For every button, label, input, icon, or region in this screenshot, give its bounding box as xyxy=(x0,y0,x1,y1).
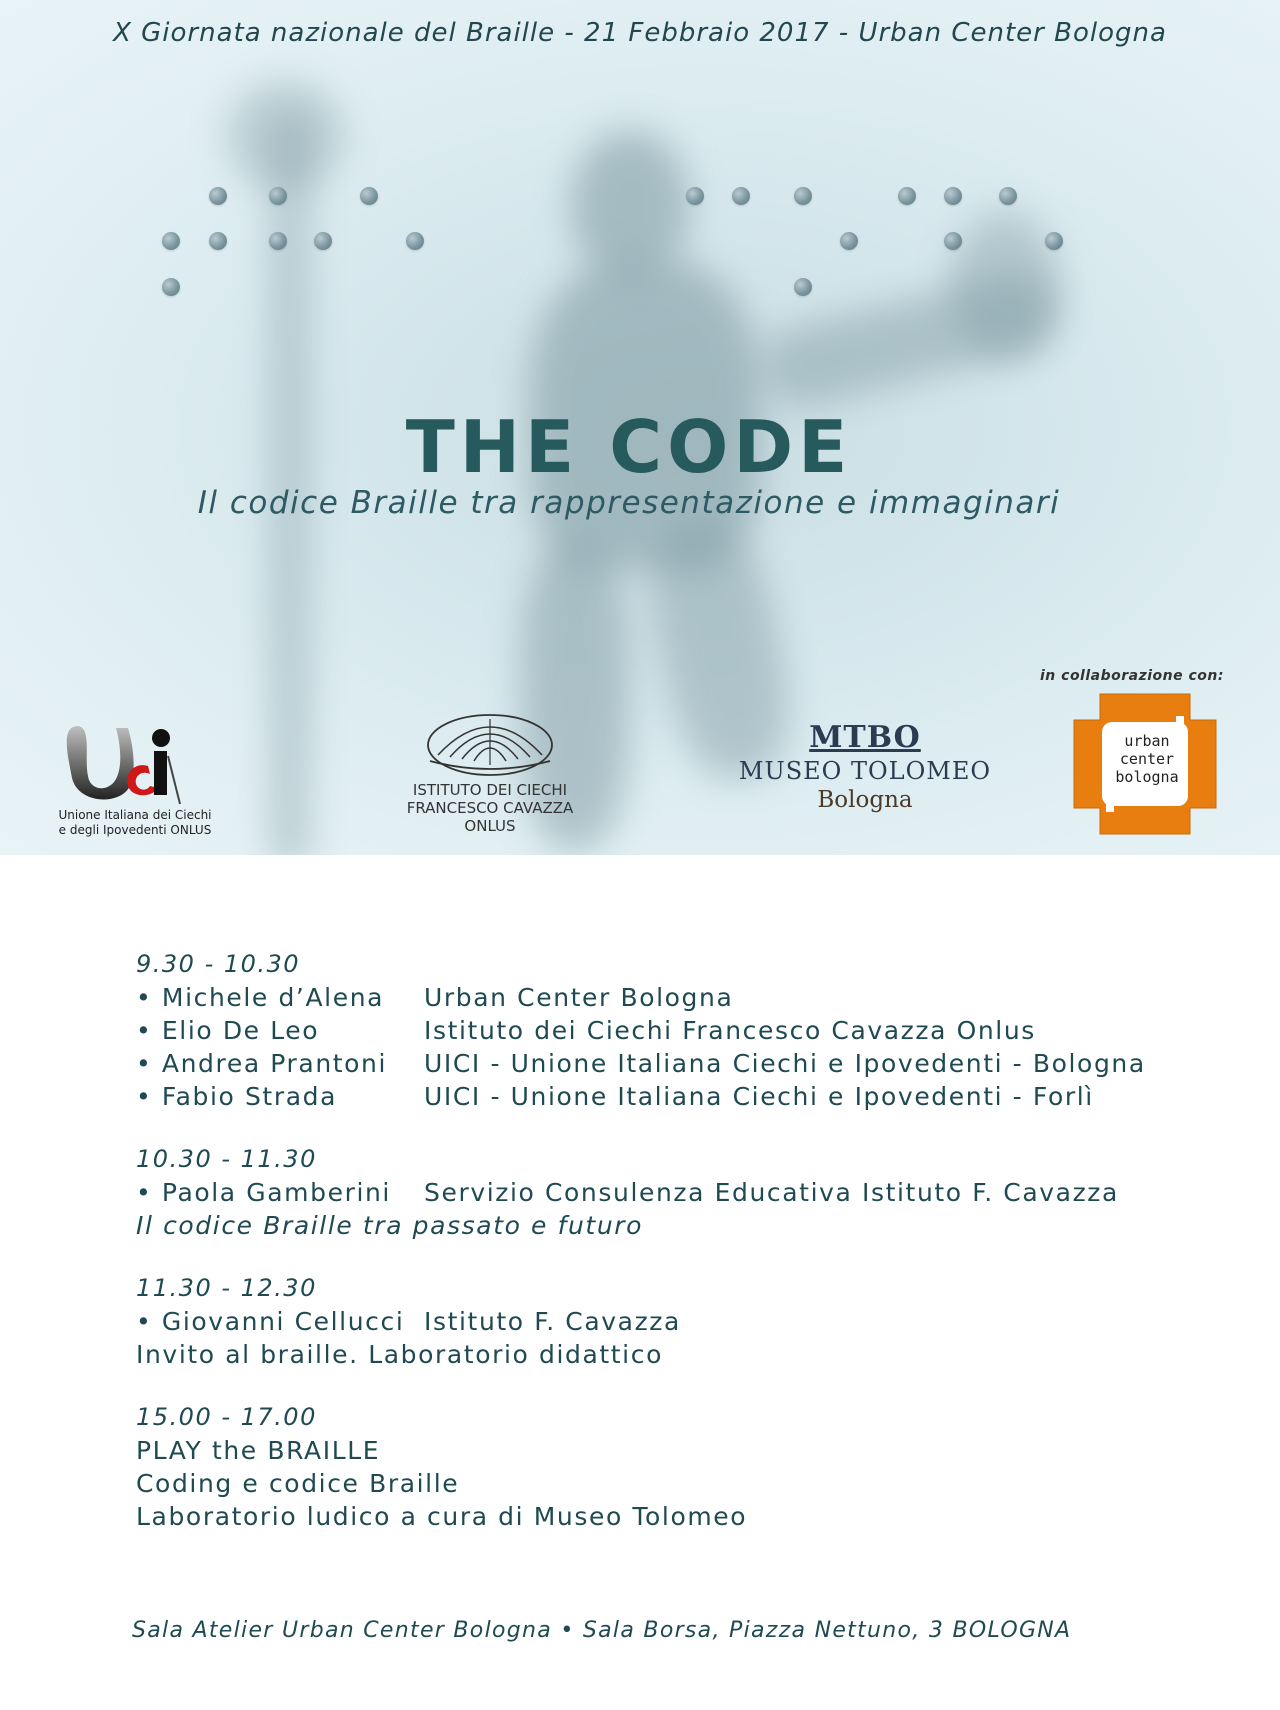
braille-dot xyxy=(269,232,287,250)
uici-logo xyxy=(50,716,220,846)
braille-dot xyxy=(1045,232,1063,250)
braille-dot xyxy=(794,187,812,205)
braille-dot xyxy=(360,187,378,205)
session-line: PLAY the BRAILLE xyxy=(136,1436,381,1465)
speaker-row xyxy=(136,1080,1246,1113)
braille-dot xyxy=(840,232,858,250)
braille-dot xyxy=(944,232,962,250)
uici-caption-line1: Unione Italiana dei Ciechi xyxy=(58,808,212,822)
braille-dot xyxy=(732,187,750,205)
braille-dot xyxy=(314,232,332,250)
braille-dot xyxy=(162,232,180,250)
braille-dot xyxy=(269,187,287,205)
cavazza-line1: ISTITUTO DEI CIECHI xyxy=(412,781,568,799)
speaker-row xyxy=(136,1047,1246,1080)
uici-caption xyxy=(50,808,220,838)
braille-dot xyxy=(999,187,1017,205)
speaker-name: • Elio De Leo xyxy=(136,1016,320,1045)
cavazza-logo xyxy=(390,705,590,840)
mtbo-logo xyxy=(735,720,995,813)
speaker-org: Istituto F. Cavazza xyxy=(424,1307,681,1336)
urban-word2: center xyxy=(1119,750,1175,768)
braille-dot xyxy=(209,232,227,250)
braille-dot xyxy=(944,187,962,205)
schedule-block xyxy=(136,948,1246,1113)
schedule-block xyxy=(136,1272,1246,1371)
speaker-name: • Giovanni Cellucci xyxy=(136,1307,405,1336)
mtbo-short: MTBO xyxy=(809,720,921,755)
time-slot: 11.30 - 12.30 xyxy=(136,1274,317,1302)
speaker-row xyxy=(136,981,1246,1014)
session-title: Il codice Braille tra passato e futuro xyxy=(136,1211,644,1240)
braille-dot xyxy=(162,278,180,296)
mtbo-city: Bologna xyxy=(817,787,913,813)
speaker-org: UICI - Unione Italiana Ciechi e Ipovedenti - Bologna xyxy=(424,1049,1146,1078)
braille-dot xyxy=(406,232,424,250)
page-subtitle: Il codice Braille tra rappresentazione e immaginari xyxy=(197,485,1061,521)
speaker-name: • Paola Gamberini xyxy=(136,1178,391,1207)
speaker-org: Servizio Consulenza Educativa Istituto F. Cavazza xyxy=(424,1178,1119,1207)
venue-footer: Sala Atelier Urban Center Bologna • Sala Borsa, Piazza Nettuno, 3 BOLOGNA xyxy=(132,1618,1072,1643)
speaker-org: Urban Center Bologna xyxy=(424,983,734,1012)
time-slot: 15.00 - 17.00 xyxy=(136,1403,317,1431)
cavazza-line3: ONLUS xyxy=(464,817,516,835)
braille-dots xyxy=(0,0,1280,320)
urban-word1: urban xyxy=(1124,732,1170,750)
time-slot: 9.30 - 10.30 xyxy=(136,950,301,978)
speaker-org: UICI - Unione Italiana Ciechi e Ipovedenti - Forlì xyxy=(424,1082,1094,1111)
event-date-line: X Giornata nazionale del Braille - 21 Febbraio 2017 - Urban Center Bologna xyxy=(113,18,1167,48)
session-line: Laboratorio ludico a cura di Museo Tolomeo xyxy=(136,1502,748,1531)
time-slot: 10.30 - 11.30 xyxy=(136,1145,317,1173)
speaker-name: • Michele d’Alena xyxy=(136,983,385,1012)
urban-center-logo xyxy=(1070,692,1220,837)
speaker-row xyxy=(136,1176,1246,1209)
uici-caption-line2: e degli Ipovedenti ONLUS xyxy=(58,823,212,837)
speaker-org: Istituto dei Ciechi Francesco Cavazza Onlus xyxy=(424,1016,1036,1045)
cavazza-line2: FRANCESCO CAVAZZA xyxy=(406,799,574,817)
speaker-row xyxy=(136,1014,1246,1047)
speaker-name: • Fabio Strada xyxy=(136,1082,338,1111)
braille-dot xyxy=(794,278,812,296)
schedule-block xyxy=(136,1401,1246,1533)
speaker-name: • Andrea Prantoni xyxy=(136,1049,388,1078)
cavazza-caption xyxy=(390,781,590,835)
urban-word3: bologna xyxy=(1115,768,1179,786)
braille-dot xyxy=(209,187,227,205)
speaker-row xyxy=(136,1305,1246,1338)
braille-dot xyxy=(686,187,704,205)
shell-emblem-icon xyxy=(390,705,590,779)
mtbo-name: MUSEO TOLOMEO xyxy=(738,757,992,785)
uici-logo-icon xyxy=(50,716,220,808)
braille-dot xyxy=(898,187,916,205)
page-title: THE CODE xyxy=(405,405,853,489)
program-schedule xyxy=(136,948,1246,1563)
urban-center-words xyxy=(1110,732,1184,786)
session-title: Invito al braille. Laboratorio didattico xyxy=(136,1340,663,1369)
session-line: Coding e codice Braille xyxy=(136,1469,460,1498)
schedule-block xyxy=(136,1143,1246,1242)
collaboration-label: in collaborazione con: xyxy=(1040,668,1224,684)
